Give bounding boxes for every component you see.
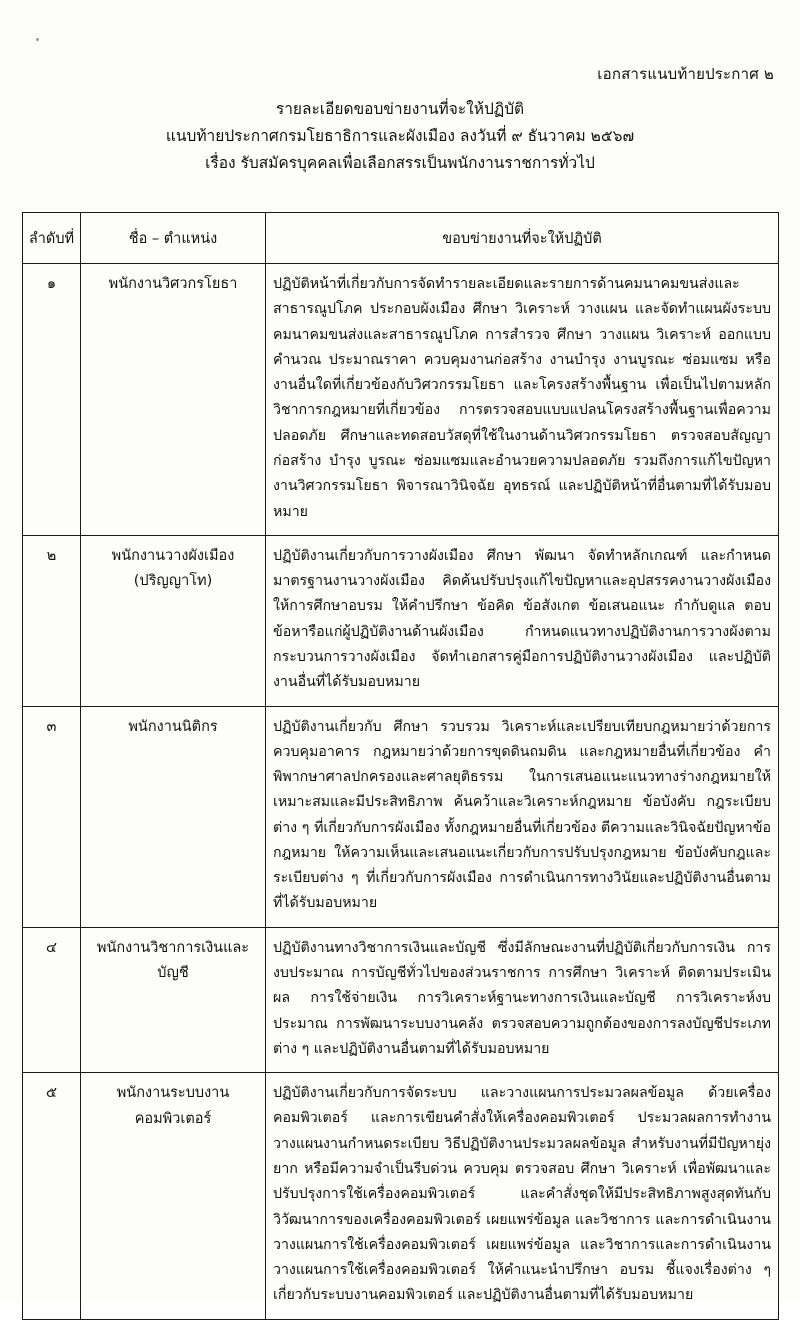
row-number: ๓ <box>23 706 81 927</box>
page-speck <box>36 38 39 41</box>
row-scope: ปฏิบัติงานเกี่ยวกับการวางผังเมือง ศึกษา พัฒนา จัดทำหลักเกณฑ์ และกำหนดมาตรฐานงานวางผังเมือง คิดค้นปรับปรุงแก้ไขปัญหาและอุปสรรคงานวางผังเมือง ให้การศึกษาอบรม ให้คำปรึกษา ข้อคิด ข้อสังเกต ข้อเสนอแนะ กำกับดูแล ตอบข้อหารือแก่ผู้ปฏิบัติงานด้านผังเมือง กำหนดแนวทางปฏิบัติงานการวางผังตามกระบวนการวางผังเมือง จัดทำเอกสารคู่มือการปฏิบัติงานวางผังเมือง และปฏิบัติงานอื่นที่ได้รับมอบหมาย <box>266 535 779 706</box>
row-number: ๒ <box>23 535 81 706</box>
row-position <box>81 1073 266 1320</box>
scope-of-work-table <box>22 212 779 1320</box>
table-row <box>23 1073 779 1320</box>
title-line-1: รายละเอียดขอบข่ายงานที่จะให้ปฏิบัติ <box>275 100 525 118</box>
title-line-3: เรื่อง รับสมัครบุคคลเพื่อเลือกสรรเป็นพนักงานราชการทั่วไป <box>205 154 595 173</box>
position-title: พนักงานนิติกร <box>128 718 218 735</box>
attachment-tag: เอกสารแนบท้ายประกาศ ๒ <box>597 65 774 83</box>
row-position <box>81 706 266 927</box>
row-position <box>81 535 266 706</box>
row-scope: ปฏิบัติงานเกี่ยวกับการจัดระบบ และวางแผนการประมวลผลข้อมูล ด้วยเครื่องคอมพิวเตอร์ และการเขียนคำสั่งให้เครื่องคอมพิวเตอร์ ประมวลผลการทำงาน วางแผนงานกำหนดระเบียบ วิธีปฏิบัติงานประมวลผลข้อมูล สำหรับงานที่มีปัญหายุ่งยาก หรือมีความจำเป็นรีบด่วน ควบคุม ตรวจสอบ ศึกษา วิเคราะห์ เพื่อพัฒนาและปรับปรุงการใช้เครื่องคอมพิวเตอร์ และคำสั่งชุดให้มีประสิทธิภาพสูงสุดทันกับวิวัฒนาการของเครื่องคอมพิวเตอร์ เผยแพร่ข้อมูล และวิชาการ และการดำเนินงานวางแผนการใช้เครื่องคอมพิวเตอร์ เผยแพร่ข้อมูล และวิชาการและการดำเนินงานวางแผนการใช้เครื่องคอมพิวเตอร์ ให้คำแนะนำปรึกษา อบรม ชี้แจงเรื่องต่าง ๆ เกี่ยวกับระบบงานคอมพิวเตอร์ และปฏิบัติงานอื่นตามที่ได้รับมอบหมาย <box>266 1073 779 1320</box>
row-number: ๕ <box>23 1073 81 1320</box>
table-row <box>23 535 779 706</box>
row-number: ๑ <box>23 264 81 536</box>
column-header-position: ชื่อ – ตำแหน่ง <box>81 213 266 264</box>
table-row <box>23 706 779 927</box>
position-title: พนักงานวางผังเมือง <box>111 547 235 564</box>
position-title: พนักงานวิศวกรโยธา <box>108 276 238 292</box>
table-row <box>23 264 779 536</box>
row-scope: ปฏิบัติงานเกี่ยวกับ ศึกษา รวบรวม วิเคราะห์และเปรียบเทียบกฎหมายว่าด้วยการควบคุมอาคาร กฎหมายว่าด้วยการขุดดินถมดิน และกฎหมายอื่นที่เกี่ยวข้อง คำพิพากษาศาลปกครองและศาลยุติธรรม ในการเสนอแนะแนวทางร่างกฎหมายให้เหมาะสมและมีประสิทธิภาพ ค้นคว้าและวิเคราะห์กฎหมาย ข้อบังคับ กฎระเบียบต่าง ๆ ที่เกี่ยวกับการผังเมือง ทั้งกฎหมายอื่นที่เกี่ยวข้อง ตีความและวินิจฉัยปัญหาข้อกฎหมาย ให้ความเห็นและเสนอแนะเกี่ยวกับการปรับปรุงกฎหมาย ข้อบังคับกฎและระเบียบต่าง ๆ ที่เกี่ยวกับการผังเมือง การดำเนินการทางวินัยและปฏิบัติงานอื่นตามที่ได้รับมอบหมาย <box>266 706 779 927</box>
position-title: พนักงานวิชาการเงินและบัญชี <box>96 939 250 982</box>
document-title-block <box>0 96 800 177</box>
column-header-scope: ขอบข่ายงานที่จะให้ปฏิบัติ <box>266 213 779 264</box>
row-number: ๔ <box>23 927 81 1072</box>
title-line-2: แนบท้ายประกาศกรมโยธาธิการและผังเมือง ลงวันที่ ๙ ธันวาคม ๒๕๖๗ <box>165 127 635 146</box>
row-position <box>81 264 266 536</box>
position-subtitle: (ปริญญาโท) <box>133 573 213 590</box>
row-scope: ปฏิบัติงานทางวิชาการเงินและบัญชี ซึ่งมีลักษณะงานที่ปฏิบัติเกี่ยวกับการเงิน การงบประมาณ การบัญชีทั่วไปของส่วนราชการ การศึกษา วิเคราะห์ ติดตามประเมินผล การใช้จ่ายเงิน การวิเคราะห์ฐานะทางการเงินและบัญชี การวิเคราะห์งบประมาณ การพัฒนาระบบงานคลัง ตรวจสอบความถูกต้องของการลงบัญชีประเภทต่าง ๆ และปฏิบัติงานอื่นตามที่ได้รับมอบหมาย <box>266 927 779 1072</box>
position-title: พนักงานระบบงานคอมพิวเตอร์ <box>116 1085 230 1127</box>
column-header-no: ลำดับที่ <box>23 213 81 264</box>
table-row <box>23 927 779 1072</box>
table-header-row <box>23 213 779 264</box>
row-scope: ปฏิบัติหน้าที่เกี่ยวกับการจัดทำรายละเอียดและรายการด้านคมนาคมขนส่งและสาธารณูปโภค ประกอบผังเมือง ศึกษา วิเคราะห์ วางแผน และจัดทำแผนผังระบบคมนาคมขนส่งและสาธารณูปโภค การสำรวจ ศึกษา วางแผน วิเคราะห์ ออกแบบ คำนวณ ประมาณราคา ควบคุมงานก่อสร้าง งานบำรุง งานบูรณะ ซ่อมแซม หรืองานอื่นใดที่เกี่ยวข้องกับวิศวกรรมโยธา และโครงสร้างพื้นฐาน เพื่อเป็นไปตามหลักวิชาการกฎหมายที่เกี่ยวข้อง การตรวจสอบแบบแปลนโครงสร้างพื้นฐานเพื่อความปลอดภัย ศึกษาและทดสอบวัสดุที่ใช้ในงานด้านวิศวกรรมโยธา ตรวจสอบสัญญาก่อสร้าง บำรุง บูรณะ ซ่อมแซมและอำนวยความปลอดภัย รวมถึงการแก้ไขปัญหางานวิศวกรรมโยธา พิจารณาวินิจฉัย อุทธรณ์ และปฏิบัติหน้าที่อื่นตามที่ได้รับมอบหมาย <box>266 264 779 536</box>
row-position <box>81 927 266 1072</box>
